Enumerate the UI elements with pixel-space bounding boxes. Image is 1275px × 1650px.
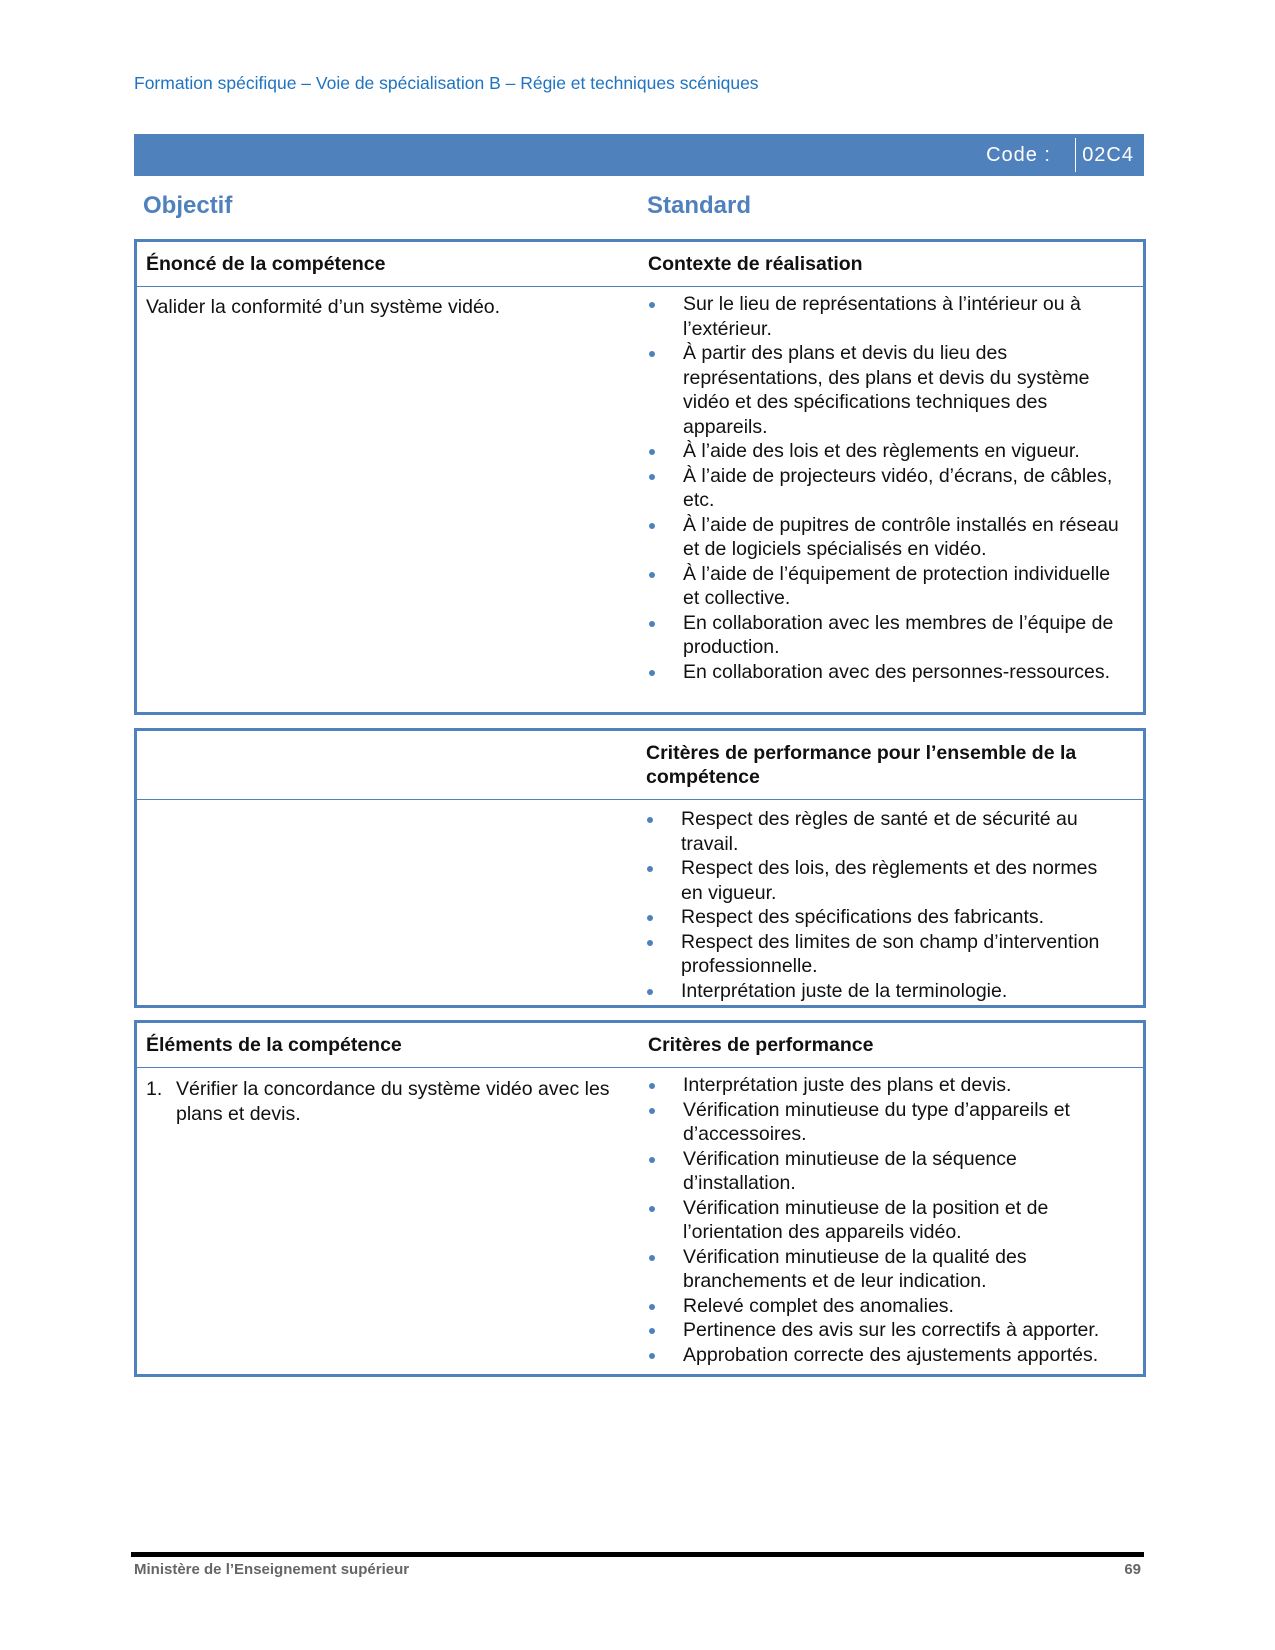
list-item: Pertinence des avis sur les correctifs à apporter. <box>645 1318 1125 1343</box>
competence-statement: Valider la conformité d’un système vidéo. <box>146 296 501 318</box>
standard-heading: Standard <box>647 192 752 219</box>
list-item: À l’aide de l’équipement de protection individuelle et collective. <box>645 562 1120 611</box>
footer-ministry: Ministère de l’Enseignement supérieur <box>134 1561 410 1578</box>
table-header-row <box>137 242 1143 287</box>
context-list <box>645 292 1120 684</box>
list-item: Vérification minutieuse de la séquence d’installation. <box>645 1147 1125 1196</box>
code-label: Code : <box>986 144 1051 166</box>
list-item: Vérification minutieuse du type d’appareils et d’accessoires. <box>645 1098 1125 1147</box>
list-item: Approbation correcte des ajustements apportés. <box>645 1343 1125 1368</box>
elements-header: Éléments de la compétence <box>146 1034 402 1056</box>
code-separator <box>1075 138 1076 172</box>
objectif-heading: Objectif <box>143 192 233 219</box>
general-criteria-list <box>643 807 1123 1003</box>
list-item: À partir des plans et devis du lieu des représentations, des plans et devis du système vidéo et des spécifications techniques des appareils. <box>645 341 1120 439</box>
list-item: Vérification minutieuse de la qualité des branchements et de leur indication. <box>645 1245 1125 1294</box>
list-item: À l’aide de projecteurs vidéo, d’écrans, de câbles, etc. <box>645 464 1120 513</box>
list-item: Interprétation juste de la terminologie. <box>643 979 1123 1004</box>
element-item <box>146 1077 626 1126</box>
list-item: En collaboration avec des personnes-ressources. <box>645 660 1120 685</box>
list-item: Vérification minutieuse de la position et de l’orientation des appareils vidéo. <box>645 1196 1125 1245</box>
page-number: 69 <box>1124 1561 1141 1578</box>
performance-criteria-list <box>645 1073 1125 1367</box>
general-criteria-header: Critères de performance pour l’ensemble de la compétence <box>646 742 1077 788</box>
competence-table <box>134 239 1146 715</box>
list-item: Interprétation juste des plans et devis. <box>645 1073 1125 1098</box>
context-header: Contexte de réalisation <box>648 253 863 275</box>
list-item: En collaboration avec les membres de l’équipe de production. <box>645 611 1120 660</box>
list-item: À l’aide des lois et des règlements en vigueur. <box>645 439 1120 464</box>
element-number: 1. <box>146 1078 163 1100</box>
list-item: Relevé complet des anomalies. <box>645 1294 1125 1319</box>
general-criteria-table <box>134 728 1146 1008</box>
list-item: À l’aide de pupitres de contrôle installés en réseau et de logiciels spécialisés en vidéo. <box>645 513 1120 562</box>
running-header: Formation spécifique – Voie de spécialisation B – Régie et techniques scéniques <box>134 73 759 93</box>
list-item: Sur le lieu de représentations à l’intérieur ou à l’extérieur. <box>645 292 1120 341</box>
element-text: Vérifier la concordance du système vidéo avec les plans et devis. <box>176 1078 610 1125</box>
elements-table <box>134 1020 1146 1377</box>
list-item: Respect des spécifications des fabricants. <box>643 905 1123 930</box>
code-value: 02C4 <box>1082 144 1134 166</box>
table-header-row <box>137 731 1143 800</box>
list-item: Respect des limites de son champ d’intervention professionnelle. <box>643 930 1123 979</box>
performance-criteria-header: Critères de performance <box>648 1034 874 1056</box>
footer-rule <box>131 1552 1144 1557</box>
table-header-row <box>137 1023 1143 1068</box>
list-item: Respect des lois, des règlements et des normes en vigueur. <box>643 856 1123 905</box>
list-item: Respect des règles de santé et de sécurité au travail. <box>643 807 1123 856</box>
code-bar <box>134 134 1144 176</box>
statement-header: Énoncé de la compétence <box>146 253 386 275</box>
